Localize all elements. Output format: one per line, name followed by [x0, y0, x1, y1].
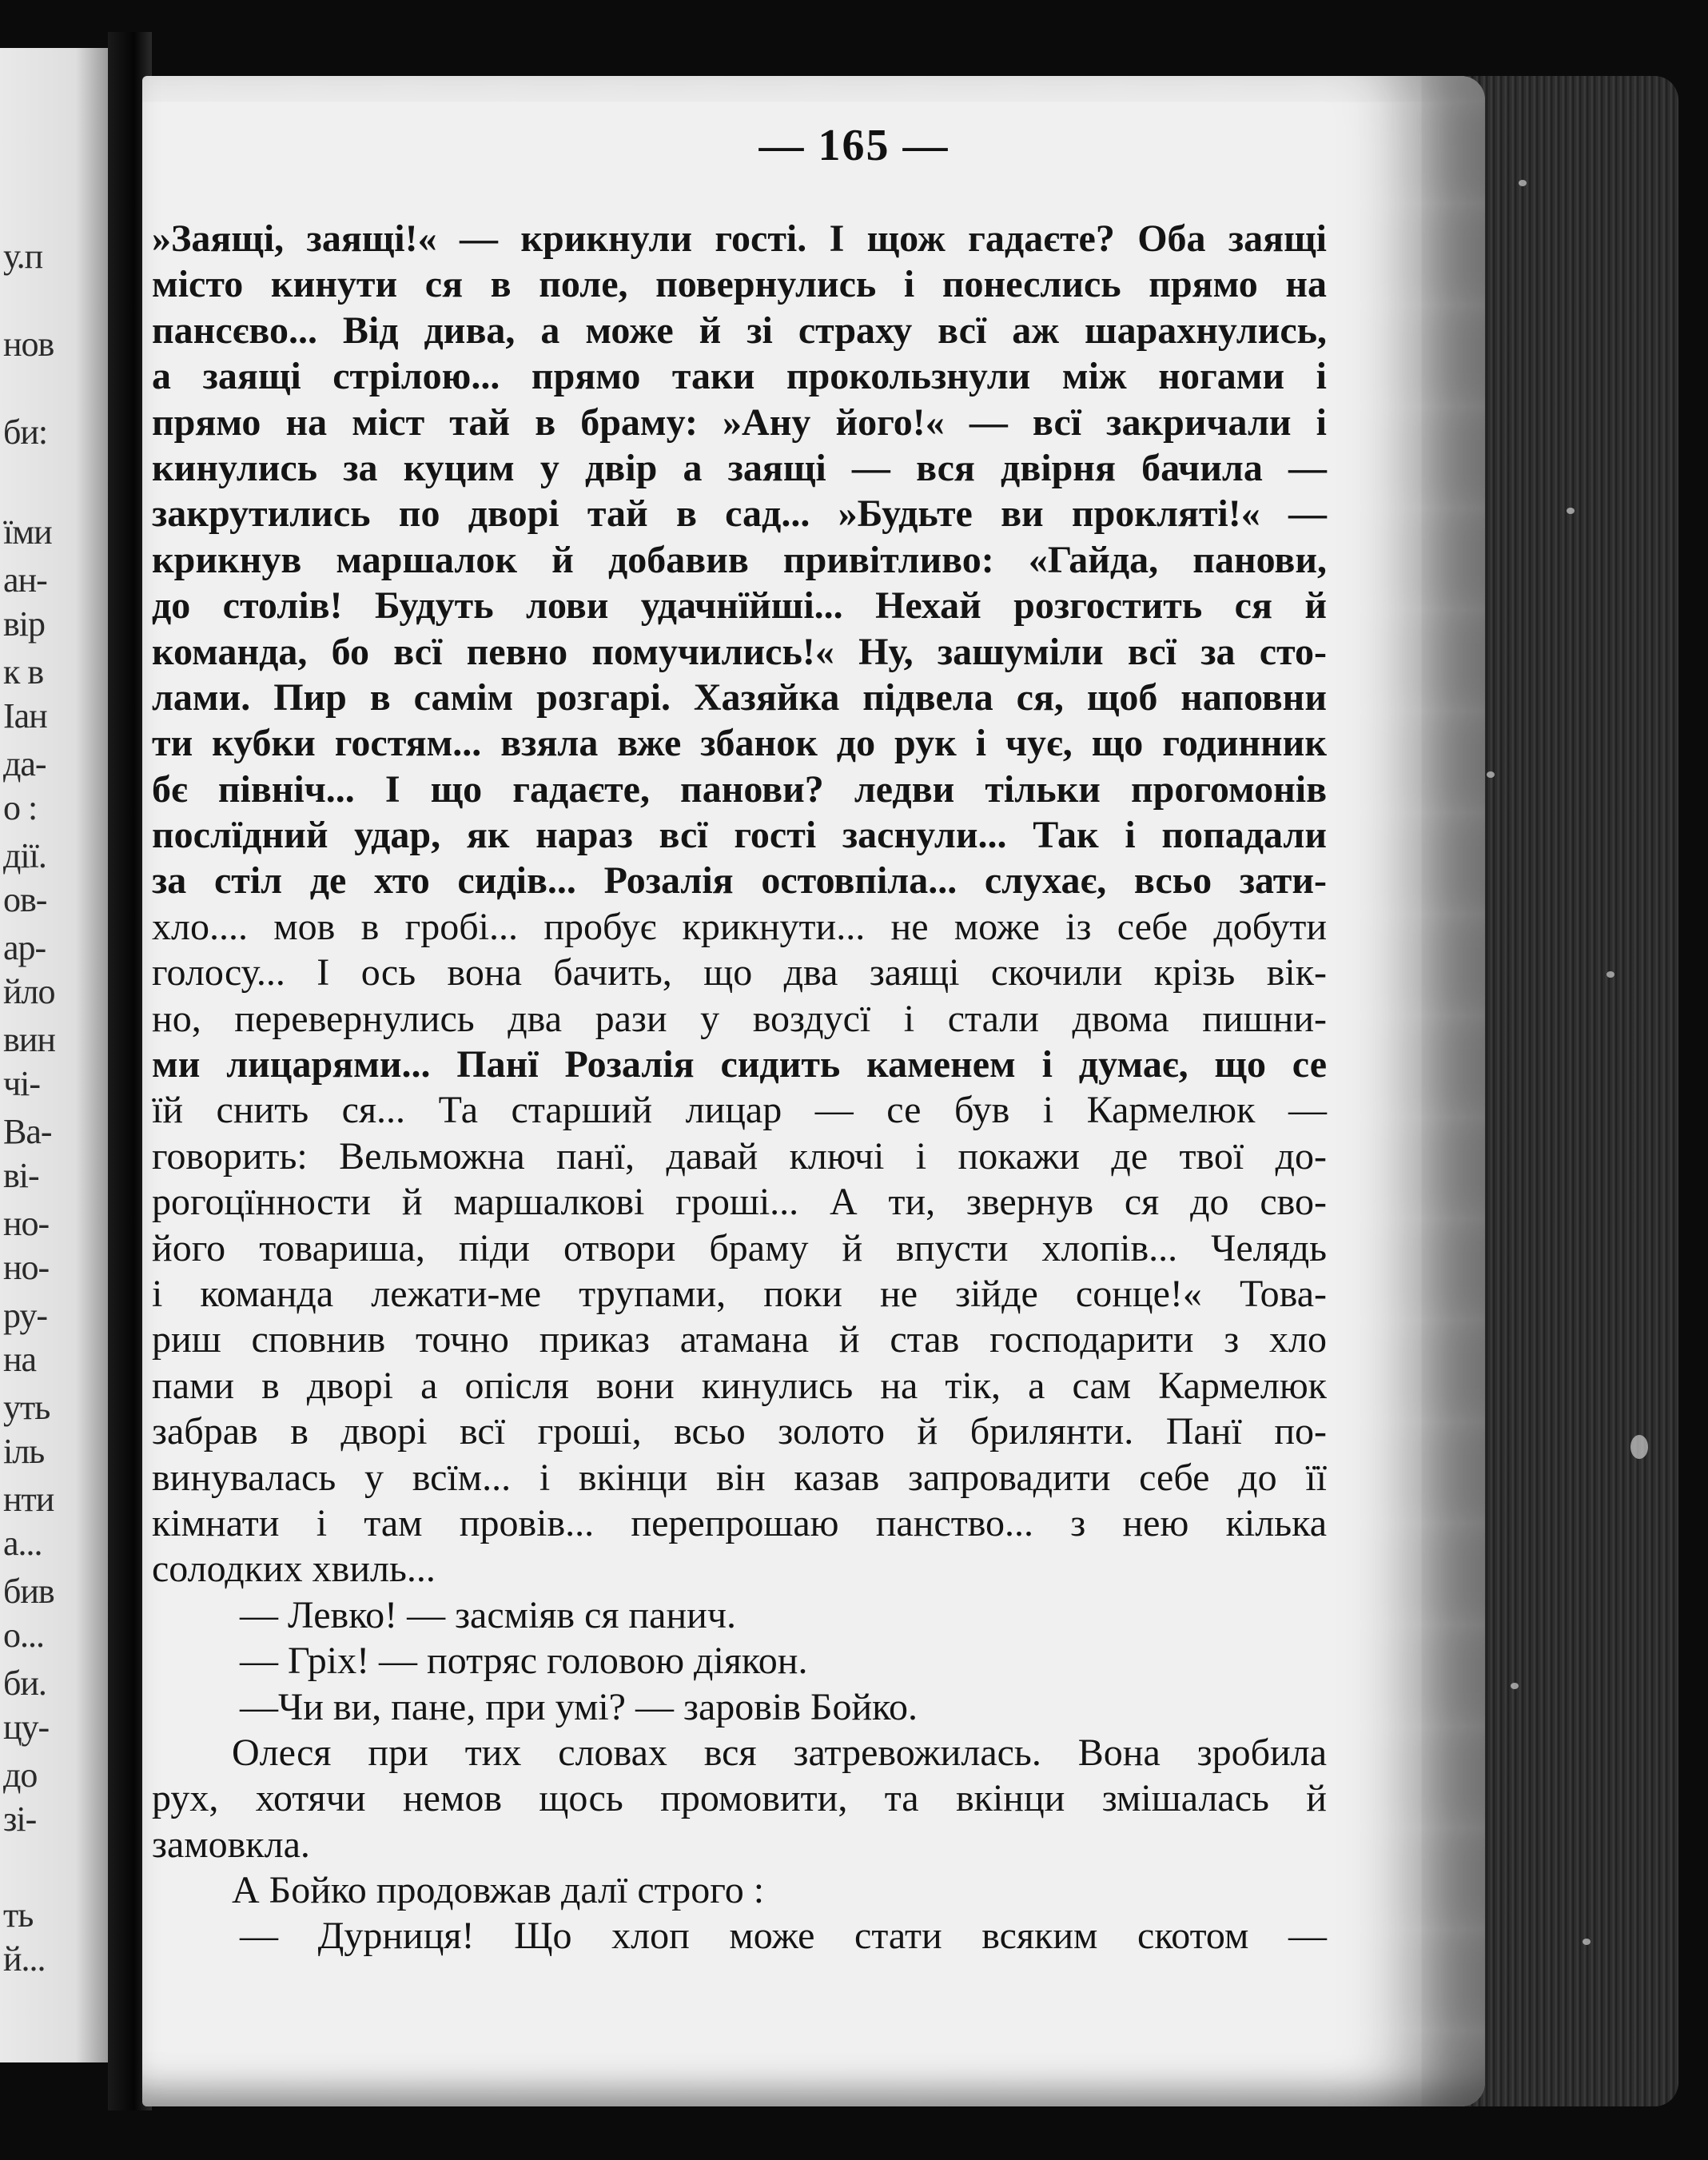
text-line: крикнув маршалок й добавив привітливо: «Гайда, панови,: [152, 538, 1327, 581]
left-fragment: ар-: [3, 928, 46, 967]
left-fragment: о...: [3, 1616, 44, 1655]
left-fragment: ві-: [3, 1156, 39, 1195]
left-fragment: Ва-: [3, 1112, 52, 1151]
dialogue-line: — Гріх! — потряс головою діякон.: [240, 1640, 808, 1683]
left-fragment: іль: [3, 1432, 45, 1471]
left-fragment: зі-: [3, 1799, 37, 1839]
text-line: рух, хотячи немов щось промовити, та вкінци змішалась й: [152, 1777, 1327, 1820]
text-line: його товариша, піди отвори браму й впусти хлопів... Челядь: [152, 1226, 1327, 1269]
text-line: за стіл де хто сидів... Розалія остовпіла... слухає, всьо зати-: [152, 859, 1327, 903]
dialogue-line: —Чи ви, пане, при умі? — заровів Бойко.: [240, 1685, 918, 1728]
left-fragment: їми: [3, 512, 52, 552]
left-page-fragment: [0, 48, 108, 2062]
text-line: говорить: Вельможна панї, давай ключі і покажи де твої до-: [152, 1134, 1327, 1178]
left-fragment: вин: [3, 1020, 55, 1059]
left-fragment: уть: [3, 1388, 50, 1427]
text-line: винувалась у всїм... і вкінци він казав запровадити себе до її: [152, 1456, 1327, 1499]
text-line: но, перевернулись два рази у воздусї і стали двома пишни-: [152, 997, 1327, 1040]
text-line: а заящі стрілою... прямо таки прокользнули між ногами і: [152, 355, 1327, 398]
left-fragment: но-: [3, 1248, 50, 1287]
left-fragment: на: [3, 1340, 37, 1379]
text-line: кімнати і там провів... перепрошаю панство... з нею кілька: [152, 1501, 1327, 1544]
left-fragment: да-: [3, 744, 46, 783]
left-fragment: йло: [3, 972, 55, 1011]
text-line: прямо на міст тай в браму: »Ану його!« — всї закричали і: [152, 401, 1327, 444]
left-fragment: ан-: [3, 560, 47, 600]
text-line: їй снить ся... Та старший лицар — се був і Кармелюк —: [152, 1089, 1327, 1132]
text-line: »Заящі, заящі!« — крикнули гості. І щож гадаєте? Оба заящі: [152, 217, 1327, 260]
text-line: ти кубки гостям... взяла вже збанок до рук і чує, що годинник: [152, 722, 1327, 765]
text-line: і команда лежати-ме трупами, поки не зійде сонце!« Това-: [152, 1272, 1327, 1315]
left-fragment: нти: [3, 1480, 54, 1519]
text-line: команда, бо всї певно помучились!« Ну, зашуміли всї за сто-: [152, 630, 1327, 673]
left-fragment: ру-: [3, 1296, 48, 1335]
dialogue-line: — Дурниця! Що хлоп може стати всяким скотом —: [240, 1915, 1327, 1958]
left-fragment: к в: [3, 652, 44, 691]
text-line: послїдний удар, як нараз всї гості заснули... Так і попадали: [152, 814, 1327, 857]
text-line: пами в дворі а опісля вони кинулись на тік, а сам Кармелюк: [152, 1364, 1327, 1407]
text-line: солодких хвиль...: [152, 1548, 436, 1591]
body-text: [152, 216, 1327, 1959]
text-line: лами. Пир в самім розгарі. Хазяйка підвела ся, щоб наповни: [152, 675, 1327, 719]
left-fragment: ов-: [3, 880, 47, 919]
text-line: місто кинути ся в поле, повернулись і понеслись прямо на: [152, 263, 1327, 306]
text-line: риш сповнив точно приказ атамана й став господарити з хло: [152, 1318, 1327, 1361]
left-fragment: дії.: [3, 836, 46, 875]
text-line: пансєво... Від дива, а може й зі страху всї аж шарахнулись,: [152, 309, 1327, 352]
page-number: — 165 —: [758, 121, 950, 170]
left-fragment: ть: [3, 1895, 34, 1935]
text-line: рогоцїнности й маршалкові гроші... А ти, звернув ся до сво-: [152, 1181, 1327, 1224]
left-fragment: до: [3, 1755, 38, 1795]
left-fragment: но-: [3, 1204, 50, 1243]
text-line: кинулись за куцим у двір а заящі — вся двірня бачила —: [152, 446, 1327, 489]
left-fragment: о :: [3, 788, 38, 827]
left-fragment: й...: [3, 1939, 46, 1979]
left-fragment: а...: [3, 1524, 42, 1563]
left-fragment: чі-: [3, 1064, 41, 1103]
left-fragment: Іан: [3, 696, 47, 735]
text-line: замовкла.: [152, 1823, 310, 1866]
left-fragment: би:: [3, 412, 48, 452]
text-line: закрутились по дворі тай в сад... »Будьте ви прокляті!« —: [152, 492, 1327, 536]
left-fragment: цу-: [3, 1708, 50, 1747]
left-fragment: у.п: [3, 237, 43, 276]
left-fragment: би.: [3, 1664, 46, 1703]
left-fragment: вір: [3, 604, 45, 644]
text-line: голосу... І ось вона бачить, що два заящі скочили крізь вік-: [152, 951, 1327, 994]
text-line: ми лицарями... Панї Розалія сидить каменем і думає, що се: [152, 1043, 1327, 1086]
text-line: забрав в дворі всї гроші, всьо золото й брилянти. Панї по-: [152, 1410, 1327, 1453]
text-line: хло.... мов в гробі... пробує крикнути... не може із себе добути: [152, 905, 1327, 948]
text-line: Олеся при тих словах вся затревожилась. Вона зробила: [232, 1731, 1327, 1774]
dialogue-line: — Левко! — засміяв ся панич.: [240, 1593, 736, 1636]
left-fragment: бив: [3, 1572, 54, 1611]
text-line: бє північ... І що гадаєте, панови? ледви тільки прогомонів: [152, 767, 1327, 811]
text-line: А Бойко продовжав далї строго :: [232, 1869, 765, 1912]
text-line: до столів! Будуть лови удачнїйші... Нехай розгостить ся й: [152, 584, 1327, 628]
left-fragment: нов: [3, 325, 54, 364]
